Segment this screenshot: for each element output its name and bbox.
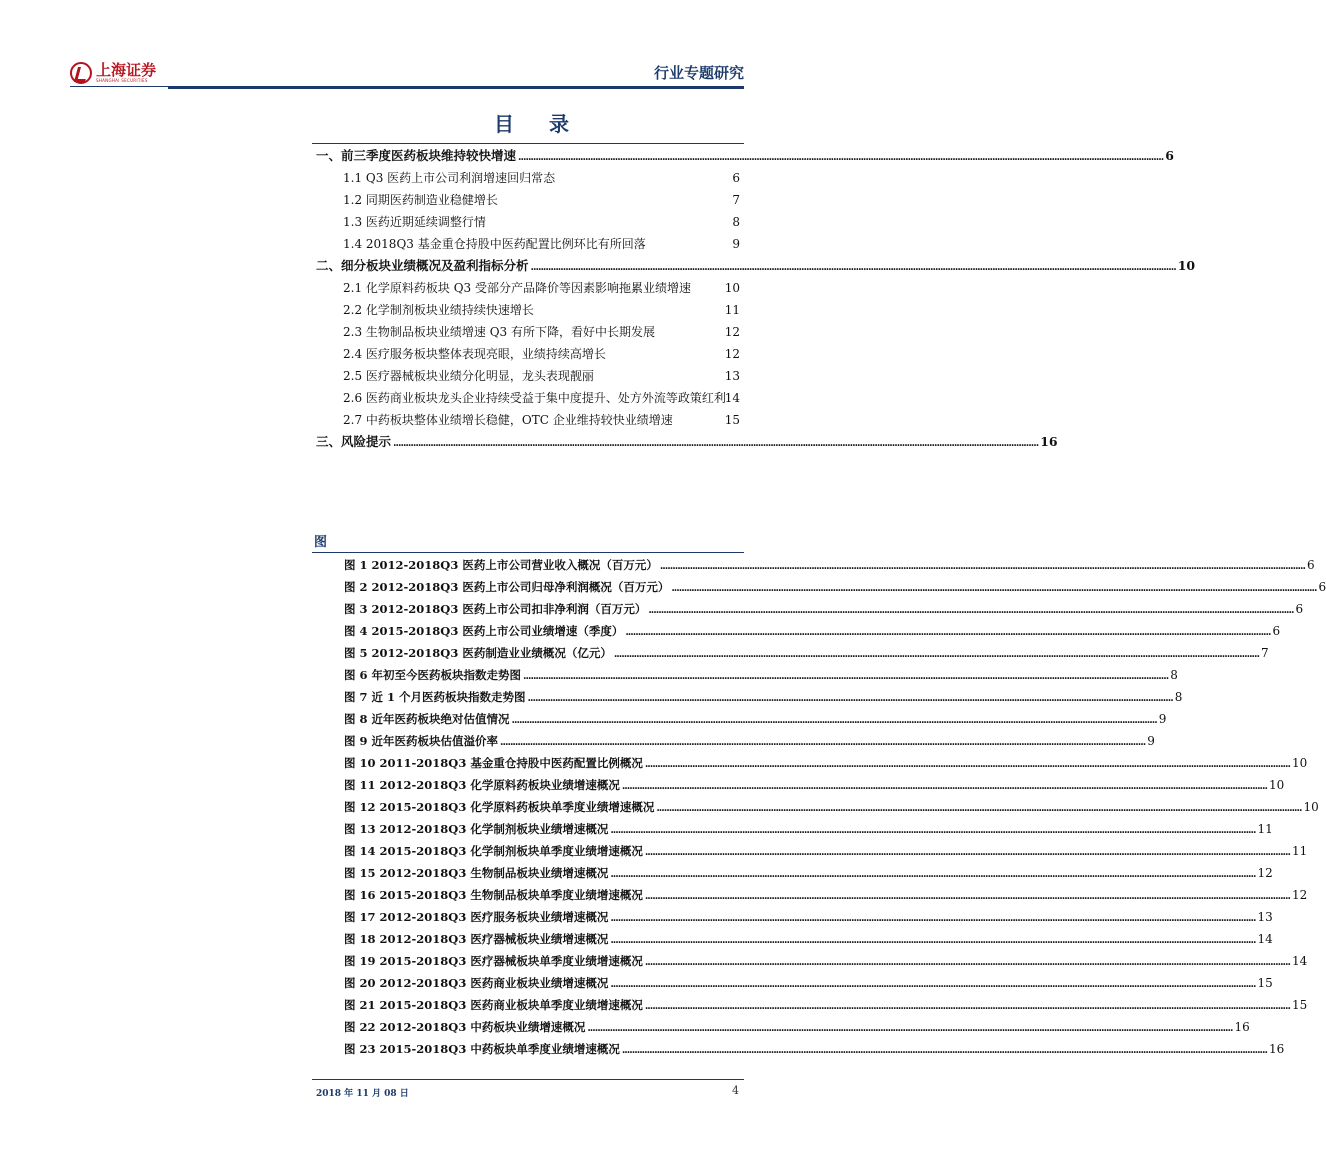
toc-subsection-entry[interactable] [316, 387, 740, 409]
leader-dots: .................................................................................................................................................................................................................................................................... [610, 935, 1256, 946]
figure-entry[interactable] [344, 664, 1178, 686]
toc-subsection-label: 2.7 中药板块整体业绩增长稳健，OTC 企业维持较快业绩增速 [343, 413, 673, 427]
figure-label: 图 12 2015-2018Q3 化学原料药板块单季度业绩增速概况 [344, 800, 655, 814]
leader-dots: .................................................................................................................................................................................................................................................................... [610, 869, 1256, 880]
figure-label: 图 23 2015-2018Q3 中药板块单季度业绩增速概况 [344, 1042, 620, 1056]
toc-subsection-page: 8 [732, 215, 740, 229]
report-type-title: 行业专题研究 [653, 64, 744, 82]
figure-entry[interactable] [344, 1016, 1250, 1038]
toc-subsection-label: 2.5 医疗器械板块业绩分化明显，龙头表现靓丽 [343, 369, 594, 383]
figure-list-heading: 图 [314, 535, 328, 550]
figure-page: 11 [1257, 822, 1273, 836]
toc-section-label: 二、细分板块业绩概况及盈利指标分析 [316, 258, 529, 273]
figure-page: 14 [1257, 932, 1273, 946]
figure-page: 13 [1257, 910, 1273, 924]
figure-page: 11 [1292, 844, 1308, 858]
toc-subsection-label: 2.1 化学原料药板块 Q3 受部分产品降价等因素影响拖累业绩增速 [343, 281, 692, 295]
toc-section-page: 16 [1040, 434, 1058, 449]
toc-subsection-entry[interactable] [316, 277, 740, 299]
figure-label: 图 18 2012-2018Q3 医疗器械板块业绩增速概况 [344, 932, 609, 946]
report-date: 2018 年 11 月 08 日 [316, 1089, 409, 1099]
figure-label: 图 4 2015-2018Q3 医药上市公司业绩增速（季度） [344, 624, 624, 638]
figure-entry[interactable] [344, 686, 1183, 708]
figure-label: 图 11 2012-2018Q3 化学原料药板块业绩增速概况 [344, 778, 620, 792]
figure-entry[interactable] [344, 642, 1269, 664]
figure-page: 6 [1307, 558, 1315, 572]
figure-entry[interactable] [344, 730, 1155, 752]
figure-page: 8 [1174, 690, 1183, 704]
figure-entry[interactable] [344, 906, 1273, 928]
figure-page: 9 [1147, 734, 1155, 748]
toc-section-entry[interactable] [316, 145, 1174, 167]
toc-subsection-label: 2.3 生物制品板块业绩增速 Q3 有所下降，看好中长期发展 [343, 325, 656, 339]
leader-dots: .................................................................................................................................................................................................................................................................... [644, 1001, 1291, 1012]
logo-icon [70, 62, 92, 84]
leader-dots: .................................................................................................................................................................................................................................................................... [527, 693, 1173, 704]
figure-label: 图 13 2012-2018Q3 化学制剂板块业绩增速概况 [344, 822, 609, 836]
company-logo [70, 62, 156, 84]
figure-label: 图 21 2015-2018Q3 医药商业板块单季度业绩增速概况 [344, 998, 643, 1012]
figure-entry[interactable] [344, 840, 1308, 862]
toc-subsection-entry[interactable] [316, 343, 740, 365]
figure-page: 16 [1234, 1020, 1250, 1034]
figure-entry[interactable] [344, 1038, 1285, 1060]
leader-dots: .................................................................................................................................................................................................................................................................... [587, 1023, 1233, 1034]
leader-dots: .................................................................................................................................................................................................................................................................... [393, 438, 1039, 449]
leader-dots: .................................................................................................................................................................................................................................................................... [511, 715, 1157, 726]
figure-entry[interactable] [344, 972, 1273, 994]
leader-dots: .................................................................................................................................................................................................................................................................... [530, 262, 1176, 273]
toc-title: 目 录 [494, 112, 583, 136]
page-number: 4 [732, 1084, 739, 1097]
figure-page: 12 [1257, 866, 1273, 880]
figure-entry[interactable] [344, 752, 1308, 774]
figure-entry[interactable] [344, 774, 1285, 796]
toc-subsection-label: 2.6 医药商业板块龙头企业持续受益于集中度提升、处方外流等政策红利 [343, 391, 726, 405]
figure-label: 图 19 2015-2018Q3 医疗器械板块单季度业绩增速概况 [344, 954, 643, 968]
header-divider-bold [168, 86, 744, 89]
figure-entry[interactable] [344, 554, 1315, 576]
figure-entry[interactable] [344, 620, 1281, 642]
figure-page: 16 [1269, 1042, 1285, 1056]
toc-section-entry[interactable] [316, 431, 1058, 453]
leader-dots: .................................................................................................................................................................................................................................................................... [500, 737, 1146, 748]
figure-label: 图 8 近年医药板块绝对估值情况 [344, 712, 510, 726]
toc-subsection-entry[interactable] [316, 409, 740, 431]
toc-subsection-entry[interactable] [316, 167, 740, 189]
leader-dots: .................................................................................................................................................................................................................................................................... [613, 649, 1260, 660]
figure-page: 15 [1292, 998, 1308, 1012]
figure-label: 图 2 2012-2018Q3 医药上市公司归母净利润概况（百万元） [344, 580, 670, 594]
figure-list-divider [312, 552, 744, 553]
leader-dots: .................................................................................................................................................................................................................................................................... [523, 671, 1169, 682]
figure-page: 7 [1261, 646, 1269, 660]
leader-dots: .................................................................................................................................................................................................................................................................... [610, 825, 1256, 836]
toc-subsection-label: 1.1 Q3 医药上市公司利润增速回归常态 [343, 171, 556, 185]
toc-subsection-entry[interactable] [316, 365, 740, 387]
figure-label: 图 1 2012-2018Q3 医药上市公司营业收入概况（百万元） [344, 558, 658, 572]
figure-page: 6 [1272, 624, 1281, 638]
toc-subsection-entry[interactable] [316, 211, 740, 233]
figure-list [344, 554, 1326, 1060]
figure-page: 8 [1170, 668, 1178, 682]
leader-dots: .................................................................................................................................................................................................................................................................... [644, 891, 1291, 902]
leader-dots: .................................................................................................................................................................................................................................................................... [644, 847, 1291, 858]
leader-dots: .................................................................................................................................................................................................................................................................... [621, 781, 1268, 792]
figure-entry[interactable] [344, 884, 1308, 906]
figure-entry[interactable] [344, 598, 1304, 620]
figure-entry[interactable] [344, 708, 1167, 730]
toc-subsection-page: 14 [724, 391, 740, 405]
toc-section-entry[interactable] [316, 255, 1196, 277]
figure-label: 图 17 2012-2018Q3 医疗服务板块业绩增速概况 [344, 910, 609, 924]
toc-subsection-page: 7 [732, 193, 740, 207]
toc-subsection-label: 1.3 医药近期延续调整行情 [343, 215, 486, 229]
leader-dots: .................................................................................................................................................................................................................................................................... [656, 803, 1302, 814]
toc-divider [312, 143, 744, 144]
leader-dots: .................................................................................................................................................................................................................................................................... [644, 957, 1291, 968]
figure-entry[interactable] [344, 576, 1326, 598]
figure-label: 图 10 2011-2018Q3 基金重仓持股中医药配置比例概况 [344, 756, 643, 770]
figure-entry[interactable] [344, 818, 1273, 840]
figure-label: 图 20 2012-2018Q3 医药商业板块业绩增速概况 [344, 976, 609, 990]
leader-dots: .................................................................................................................................................................................................................................................................... [659, 561, 1306, 572]
figure-entry[interactable] [344, 994, 1308, 1016]
toc-subsection-label: 1.4 2018Q3 基金重仓持股中医药配置比例环比有所回落 [343, 237, 646, 251]
figure-label: 图 5 2012-2018Q3 医药制造业业绩概况（亿元） [344, 646, 612, 660]
page-header [0, 0, 827, 100]
figure-page: 6 [1318, 580, 1326, 594]
leader-dots: .................................................................................................................................................................................................................................................................... [610, 979, 1256, 990]
figure-label: 图 3 2012-2018Q3 医药上市公司扣非净利润（百万元） [344, 602, 647, 616]
figure-page: 10 [1303, 800, 1319, 814]
toc-subsection-page: 12 [724, 347, 740, 361]
toc-subsection-entry[interactable] [316, 321, 740, 343]
leader-dots: .................................................................................................................................................................................................................................................................... [671, 583, 1317, 594]
leader-dots: .................................................................................................................................................................................................................................................................... [644, 759, 1291, 770]
figure-entry[interactable] [344, 928, 1273, 950]
toc-section-page: 6 [1165, 148, 1174, 163]
toc-subsection-label: 2.4 医疗服务板块整体表现亮眼，业绩持续高增长 [343, 347, 606, 361]
figure-page: 9 [1158, 712, 1167, 726]
toc-subsection-page: 10 [724, 281, 740, 295]
toc-subsection-page: 6 [732, 171, 740, 185]
leader-dots: .................................................................................................................................................................................................................................................................... [648, 605, 1294, 616]
toc-subsection-label: 2.2 化学制剂板块业绩持续快速增长 [343, 303, 534, 317]
toc-section-label: 三、风险提示 [316, 434, 392, 449]
table-of-contents [316, 145, 1196, 453]
figure-page: 6 [1295, 602, 1304, 616]
figure-page: 12 [1292, 888, 1308, 902]
toc-section-page: 10 [1177, 258, 1196, 273]
toc-subsection-entry[interactable] [316, 299, 740, 321]
toc-subsection-page: 11 [724, 303, 740, 317]
figure-label: 图 15 2012-2018Q3 生物制品板块业绩增速概况 [344, 866, 609, 880]
figure-label: 图 6 年初至今医药板块指数走势图 [344, 668, 522, 682]
toc-subsection-page: 12 [724, 325, 740, 339]
figure-page: 10 [1292, 756, 1308, 770]
toc-subsection-entry[interactable] [316, 189, 740, 211]
figure-label: 图 16 2015-2018Q3 生物制品板块单季度业绩增速概况 [344, 888, 643, 902]
figure-label: 图 7 近 1 个月医药板块指数走势图 [344, 690, 526, 704]
figure-entry[interactable] [344, 796, 1319, 818]
leader-dots: .................................................................................................................................................................................................................................................................... [625, 627, 1271, 638]
figure-label: 图 9 近年医药板块估值溢价率 [344, 734, 499, 748]
toc-subsection-page: 13 [724, 369, 740, 383]
leader-dots: .................................................................................................................................................................................................................................................................... [621, 1045, 1268, 1056]
leader-dots: .................................................................................................................................................................................................................................................................... [610, 913, 1256, 924]
figure-label: 图 14 2015-2018Q3 化学制剂板块单季度业绩增速概况 [344, 844, 643, 858]
leader-dots: .................................................................................................................................................................................................................................................................... [518, 152, 1164, 163]
toc-subsection-page: 15 [724, 413, 740, 427]
toc-section-label: 一、前三季度医药板块维持较快增速 [316, 148, 517, 163]
toc-subsection-entry[interactable] [316, 233, 740, 255]
figure-label: 图 22 2012-2018Q3 中药板块业绩增速概况 [344, 1020, 586, 1034]
figure-entry[interactable] [344, 862, 1273, 884]
logo-name: 上海证券 [96, 61, 157, 79]
figure-entry[interactable] [344, 950, 1308, 972]
footer-divider [312, 1079, 744, 1080]
figure-page: 15 [1257, 976, 1273, 990]
toc-subsection-page: 9 [732, 237, 740, 251]
toc-subsection-label: 1.2 同期医药制造业稳健增长 [343, 193, 498, 207]
figure-page: 14 [1292, 954, 1308, 968]
logo-english-name: SHANGHAI SECURITIES [96, 78, 148, 83]
figure-page: 10 [1269, 778, 1285, 792]
